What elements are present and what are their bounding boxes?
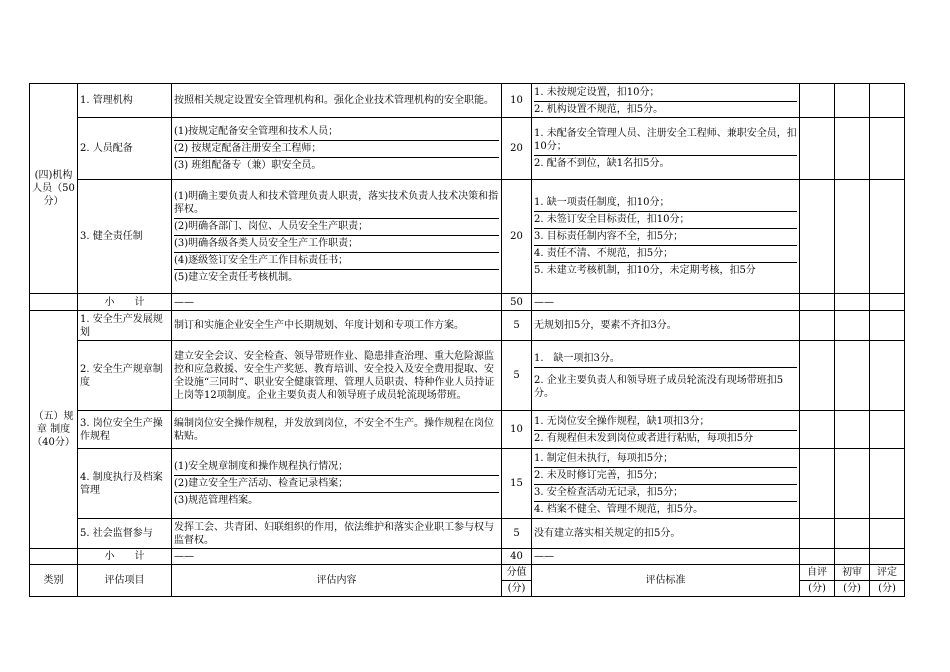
table-row — [30, 449, 905, 519]
content-cell: 发挥工会、共青团、妇联组织的作用，依法维护和落实企业职工参与权与监督权。 — [172, 519, 502, 549]
standard-line: 2. 有规程但未发到岗位或者进行粘贴，每项扣5分 — [534, 430, 797, 445]
content-line: (2)明确各部门、岗位、人员安全生产职责； — [174, 218, 499, 233]
content-line: (4)逐级签订安全生产工作目标责任书； — [174, 252, 499, 267]
first-review-cell[interactable] — [835, 411, 870, 449]
first-review-cell[interactable] — [835, 311, 870, 341]
item-cell: 5. 社会监督参与 — [78, 519, 172, 549]
score-cell: 5 — [502, 311, 532, 341]
first-review-cell[interactable] — [835, 449, 870, 519]
header-standard: 评估标准 — [532, 565, 800, 597]
standard-cell — [532, 449, 800, 519]
header-score: 分值 — [502, 565, 532, 581]
standard-line: 3. 安全检查活动无记录，扣5分； — [534, 484, 797, 499]
content-cell — [172, 180, 502, 294]
score-cell: 10 — [502, 84, 532, 118]
standard-cell: 没有建立落实相关规定的扣5分。 — [532, 519, 800, 549]
standard-cell: 无规划扣5分，要素不齐扣3分。 — [532, 311, 800, 341]
header-self-eval: 自评 — [800, 565, 835, 581]
standard-line: 3. 目标责任制内容不全，扣5分； — [534, 228, 797, 243]
first-review-cell[interactable] — [835, 118, 870, 180]
content-cell: 编制岗位安全操作规程，并发放到岗位，不安全不生产。操作规程在岗位粘贴。 — [172, 411, 502, 449]
evaluation-table — [29, 79, 905, 597]
table-row — [30, 84, 905, 118]
self-eval-cell[interactable] — [800, 411, 835, 449]
item-cell: 1. 安全生产发展规划 — [78, 311, 172, 341]
content-cell — [172, 449, 502, 519]
subtotal-row — [30, 294, 905, 311]
table-row — [30, 311, 905, 341]
standard-cell — [532, 341, 800, 411]
self-eval-cell[interactable] — [800, 519, 835, 549]
standard-line: 4. 责任不清、不规范，扣5分； — [534, 245, 797, 260]
content-line: (3)明确各级各类人员安全生产工作职责； — [174, 235, 499, 250]
standard-line: 1. 缺一项扣3分。 — [534, 352, 620, 364]
self-eval-cell[interactable] — [800, 449, 835, 519]
final-eval-cell[interactable] — [870, 519, 905, 549]
standard-cell — [532, 411, 800, 449]
standard-line: 1. 未按规定设置，扣10分； — [534, 86, 660, 98]
first-review-cell[interactable] — [835, 294, 870, 311]
header-row — [30, 565, 905, 581]
self-eval-cell[interactable] — [800, 341, 835, 411]
content-cell: 建立安全会议、安全检查、领导带班作业、隐患排查治理、重大危险源监控和应急救援、安全生产奖惩、教育培训、安全投入及安全费用提取、安全设施“三同时”、职业安全健康管理、管理人员职责、特种作业人员持证上岗等12项制度。企业主要负责人和领导班子成员轮流现场带班。 — [172, 341, 502, 411]
table-row — [30, 519, 905, 549]
content-cell — [172, 118, 502, 180]
content-line: (3)规范管理档案。 — [174, 492, 499, 507]
item-cell: 3. 健全责任制 — [78, 180, 172, 294]
standard-line: 2. 企业主要负责人和领导班子成员轮流没有现场带班扣5分。 — [534, 367, 797, 400]
subtotal-row — [30, 549, 905, 565]
score-cell: 20 — [502, 180, 532, 294]
header-first-unit: (分) — [835, 581, 870, 597]
header-score-unit: (分) — [502, 581, 532, 597]
standard-line: 1. 无岗位安全操作规程，缺1项扣3分； — [534, 415, 710, 427]
standard-line: 5. 未建立考核机制，扣10分，未定期考核，扣5分 — [534, 262, 797, 277]
standard-line: 1. 缺一项责任制度，扣10分； — [534, 197, 670, 208]
first-review-cell[interactable] — [835, 549, 870, 565]
subtotal-label: 小 计 — [78, 549, 172, 565]
final-eval-cell[interactable] — [870, 84, 905, 118]
content-line: (2) 按规定配备注册安全工程师； — [174, 140, 499, 155]
table-row — [30, 341, 905, 411]
item-cell: 2. 人员配备 — [78, 118, 172, 180]
content-cell: 制订和实施企业安全生产中长期规划、年度计划和专项工作方案。 — [172, 311, 502, 341]
subtotal-content: —— — [172, 549, 502, 565]
item-cell: 2. 安全生产规章制度 — [78, 341, 172, 411]
subtotal-content: —— — [172, 294, 502, 311]
subtotal-score: 40 — [502, 549, 532, 565]
subtotal-score: 50 — [502, 294, 532, 311]
header-self-unit: (分) — [800, 581, 835, 597]
content-line: (3) 班组配备专（兼）职安全员。 — [174, 157, 499, 172]
subtotal-label: 小 计 — [78, 294, 172, 311]
self-eval-cell[interactable] — [800, 549, 835, 565]
first-review-cell[interactable] — [835, 84, 870, 118]
table-row — [30, 118, 905, 180]
header-final-unit: (分) — [870, 581, 905, 597]
final-eval-cell[interactable] — [870, 294, 905, 311]
standard-line: 2. 未及时修订完善，扣5分； — [534, 467, 797, 482]
final-eval-cell[interactable] — [870, 449, 905, 519]
header-final-eval: 评定 — [870, 565, 905, 581]
standard-line: 2. 机构设置不规范，扣5分。 — [534, 101, 797, 116]
first-review-cell[interactable] — [835, 180, 870, 294]
content-line: (2)建立安全生产活动、检查记录档案； — [174, 475, 499, 490]
item-cell: 4. 制度执行及档案管理 — [78, 449, 172, 519]
content-line: (1)安全规章制度和操作规程执行情况； — [174, 461, 349, 472]
standard-cell — [532, 118, 800, 180]
standard-line: 1. 未配备安全管理人员、注册安全工程师、兼职安全员，扣10分； — [534, 128, 797, 152]
content-cell: 按照相关规定设置安全管理机构和。强化企业技术管理机构的安全职能。 — [172, 84, 502, 118]
self-eval-cell[interactable] — [800, 118, 835, 180]
subtotal-standard: —— — [532, 294, 800, 311]
header-first-review: 初审 — [835, 565, 870, 581]
content-line: (1)明确主要负责人和技术管理负责人职责，落实技术负责人技术决策和指挥权。 — [174, 190, 499, 215]
self-eval-cell[interactable] — [800, 311, 835, 341]
final-eval-cell[interactable] — [870, 118, 905, 180]
standard-line: 2. 未签订安全目标责任，扣10分； — [534, 211, 797, 226]
score-cell: 10 — [502, 411, 532, 449]
self-eval-cell[interactable] — [800, 84, 835, 118]
final-eval-cell[interactable] — [870, 549, 905, 565]
standard-line: 4. 档案不健全、管理不规范，扣5分。 — [534, 501, 797, 516]
standard-cell — [532, 84, 800, 118]
header-content: 评估内容 — [172, 565, 502, 597]
self-eval-cell[interactable] — [800, 180, 835, 294]
item-cell: 3. 岗位安全生产操作规程 — [78, 411, 172, 449]
table-row — [30, 411, 905, 449]
standard-cell — [532, 180, 800, 294]
first-review-cell[interactable] — [835, 519, 870, 549]
final-eval-cell[interactable] — [870, 411, 905, 449]
item-cell: 1. 管理机构 — [78, 84, 172, 118]
final-eval-cell[interactable] — [870, 341, 905, 411]
first-review-cell[interactable] — [835, 341, 870, 411]
header-item: 评估项目 — [78, 565, 172, 597]
category-cell: (四)机构人员（50分） — [30, 84, 78, 294]
score-cell: 20 — [502, 118, 532, 180]
standard-line: 2. 配备不到位，缺1名扣5分。 — [534, 155, 797, 170]
header-category: 类别 — [30, 565, 78, 597]
content-line: (1)按规定配备安全管理和技术人员； — [174, 126, 339, 137]
final-eval-cell[interactable] — [870, 311, 905, 341]
content-line: (5)建立安全责任考核机制。 — [174, 269, 499, 284]
self-eval-cell[interactable] — [800, 294, 835, 311]
standard-line: 1. 制定但未执行，每项扣5分； — [534, 452, 674, 464]
category-cell: （五）规章 制度（40分） — [30, 311, 78, 549]
table-row — [30, 180, 905, 294]
score-cell: 5 — [502, 341, 532, 411]
subtotal-standard: —— — [532, 549, 800, 565]
final-eval-cell[interactable] — [870, 180, 905, 294]
score-cell: 5 — [502, 519, 532, 549]
score-cell: 15 — [502, 449, 532, 519]
